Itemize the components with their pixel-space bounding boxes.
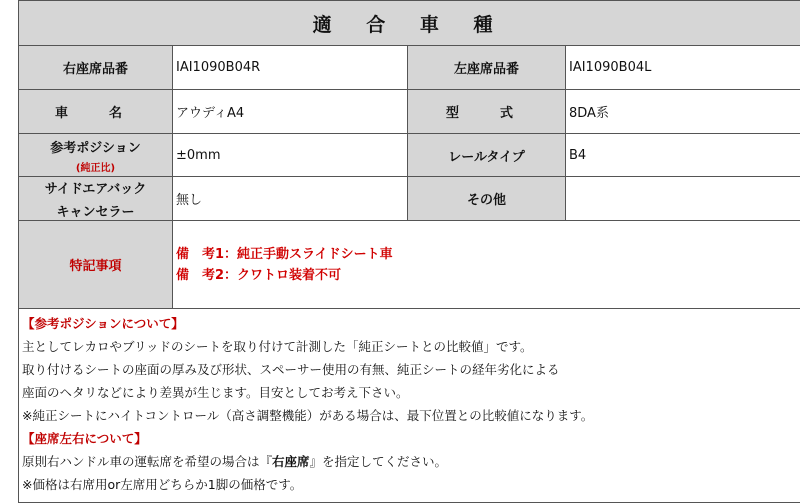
model-label: 型 式 (408, 90, 566, 134)
table-title: 適 合 車 種 (19, 1, 800, 46)
airbag-label-line2: キャンセラー (19, 201, 172, 220)
ref-position-label-cell (19, 134, 173, 177)
notes-text: 原則右ハンドル車の運転席を希望の場合は『 (22, 454, 272, 469)
right-seat-part-number: IAI1090B04R (173, 46, 408, 90)
airbag-canceller-value: 無し (173, 177, 408, 221)
remark-1: 備 考1：純正手動スライドシート車 (176, 244, 800, 265)
notes-text: 』を指定してください。 (310, 454, 448, 469)
table-row (19, 46, 800, 90)
table-row (19, 90, 800, 134)
table-row (19, 134, 800, 177)
other-label: その他 (408, 177, 566, 221)
left-seat-label: 左座席品番 (408, 46, 566, 90)
fitment-table (18, 0, 800, 503)
notes-line: 座面のヘタリなどにより差異が生じます。目安としてお考え下さい。 (22, 381, 797, 404)
ref-position-value: ±0mm (173, 134, 408, 177)
car-name-value: アウディA4 (173, 90, 408, 134)
left-seat-part-number: IAI1090B04L (566, 46, 800, 90)
right-seat-label: 右座席品番 (19, 46, 173, 90)
notes-line: ※価格は右席用or左席用どちらか1脚の価格です。 (22, 473, 797, 496)
notes-line: 取り付けるシートの座面の厚み及び形状、スペーサー使用の有無、純正シートの経年劣化による (22, 358, 797, 381)
notes-line: ※純正シートにハイトコントロール（高さ調整機能）がある場合は、最下位置との比較値になります。 (22, 404, 797, 427)
other-value (566, 177, 800, 221)
rail-type-label: レールタイプ (408, 134, 566, 177)
notes-emphasis: 右座席 (272, 454, 310, 469)
model-value: 8DA系 (566, 90, 800, 134)
notes-heading-position: 【参考ポジションについて】 (22, 312, 797, 335)
car-name-label: 車 名 (19, 90, 173, 134)
notes-line-seat-instruction (22, 450, 797, 473)
special-notes-label: 特記事項 (19, 221, 173, 309)
table-row (19, 221, 800, 309)
ref-position-label: 参考ポジション (50, 141, 140, 156)
table-row (19, 177, 800, 221)
remark-2: 備 考2：クワトロ装着不可 (176, 265, 800, 286)
ref-position-sublabel: (純正比) (19, 159, 172, 174)
notes-line: 主としてレカロやブリッドのシートを取り付けて計測した「純正シートとの比較値」です。 (22, 335, 797, 358)
airbag-label-line1: サイドエアバック (19, 178, 172, 197)
notes-heading-seat-side: 【座席左右について】 (22, 427, 797, 450)
rail-type-value: B4 (566, 134, 800, 177)
notes-section (19, 309, 800, 503)
special-notes-cell (173, 221, 800, 309)
airbag-canceller-label-cell (19, 177, 173, 221)
